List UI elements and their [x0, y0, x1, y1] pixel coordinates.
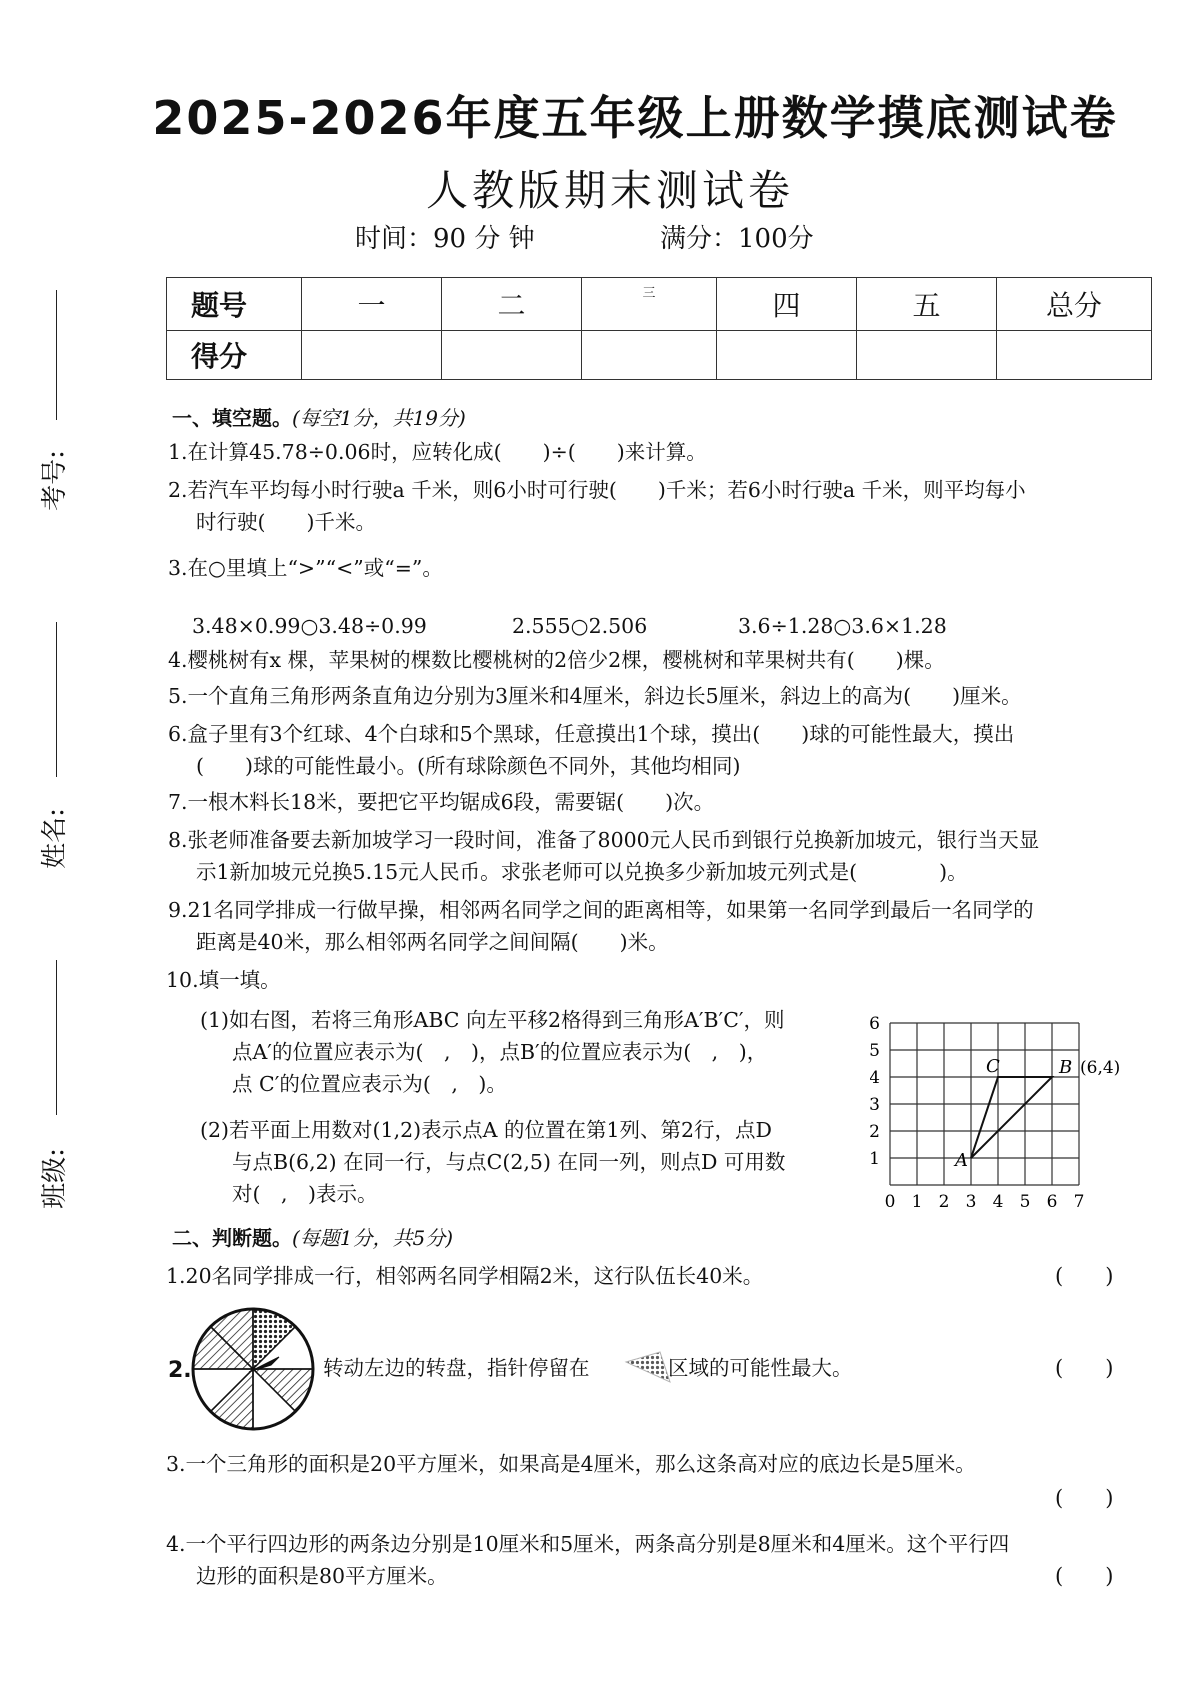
section1-note: (每空1分，共19分)	[292, 406, 466, 430]
class-line	[56, 960, 57, 1115]
score-cell[interactable]	[582, 331, 717, 380]
point-b-coordinate: (6,4)	[1080, 1058, 1121, 1078]
x-tick-label: 6	[1046, 1192, 1058, 1212]
question-2-1: 1.20名同学排成一行，相邻两名同学相隔2米，这行队伍长40米。	[166, 1264, 764, 1288]
question-1-6b: ( )球的可能性最小。(所有球除颜色不同外，其他均相同)	[196, 754, 741, 778]
x-tick-label: 7	[1073, 1192, 1085, 1212]
class-label: 班级:	[39, 1148, 70, 1209]
score-table	[166, 277, 1152, 380]
x-tick-label: 0	[884, 1192, 896, 1212]
question-2-4a: 4.一个平行四边形的两条边分别是10厘米和5厘米，两条高分别是8厘米和4厘米。这个平行四	[166, 1532, 1010, 1556]
score-cell[interactable]	[442, 331, 582, 380]
question-1-2b: 时行驶( )千米。	[196, 510, 376, 534]
question-1-10-1a: (1)如右图，若将三角形ABC 向左平移2格得到三角形A′B′C′，则	[200, 1008, 785, 1032]
question-2-2-number: 2.	[168, 1358, 192, 1383]
score-header-2: 二	[442, 278, 582, 331]
y-tick-label: 3	[870, 1095, 880, 1115]
question-1-10-2c: 对( , )表示。	[232, 1182, 378, 1206]
score-table-score-row	[167, 331, 1152, 380]
section2-heading	[172, 1222, 453, 1251]
question-1-9a: 9.21名同学排成一行做早操，相邻两名同学之间的距离相等，如果第一名同学到最后一名同学的	[168, 898, 1034, 922]
section2-note: (每题1分，共5分)	[292, 1226, 454, 1250]
score-cell[interactable]	[302, 331, 442, 380]
question-1-10-2a: (2)若平面上用数对(1,2)表示点A 的位置在第1列、第2行，点D	[200, 1118, 772, 1142]
question-1-3: 3.在○里填上“>”“<”或“=”。	[168, 556, 443, 580]
question-1-10-1c: 点 C′的位置应表示为( , )。	[232, 1072, 507, 1096]
question-2-2b: 区域的可能性最大。	[668, 1356, 853, 1380]
question-1-6a: 6.盒子里有3个红球、4个白球和5个黑球，任意摸出1个球，摸出( )球的可能性最大，摸出	[168, 722, 1015, 746]
score-table-header-row	[167, 278, 1152, 331]
section1-title: 一、填空题。	[172, 406, 292, 430]
question-1-8a: 8.张老师准备要去新加坡学习一段时间，准备了8000元人民币到银行兑换新加坡元，银行当天显	[168, 828, 1040, 852]
y-tick-label: 2	[870, 1122, 880, 1142]
question-1-3-item-1: 3.48×0.99○3.48÷0.99	[192, 614, 427, 638]
spinner	[188, 1304, 318, 1434]
full-score: 满分：100分	[660, 224, 814, 254]
answer-paren[interactable]: ( )	[1055, 1356, 1114, 1380]
coordinate-grid-figure	[870, 1015, 1130, 1219]
answer-paren[interactable]: ( )	[1055, 1564, 1114, 1588]
section2-title: 二、判断题。	[172, 1226, 292, 1250]
question-1-7: 7.一根木料长18米，要把它平均锯成6段，需要锯( )次。	[168, 790, 715, 814]
score-header-label: 题号	[167, 278, 302, 331]
x-tick-label: 5	[1019, 1192, 1031, 1212]
coordinate-grid	[870, 1015, 1130, 1215]
score-cell[interactable]	[717, 331, 857, 380]
question-1-3-item-3: 3.6÷1.28○3.6×1.28	[738, 614, 947, 638]
spinner-region-icon	[620, 1350, 672, 1392]
question-1-5: 5.一个直角三角形两条直角边分别为3厘米和4厘米，斜边长5厘米，斜边上的高为( )厘米。	[168, 684, 1022, 708]
question-1-9b: 距离是40米，那么相邻两名同学之间间隔( )米。	[196, 930, 669, 954]
spinner-figure	[188, 1304, 318, 1438]
score-cell[interactable]	[997, 331, 1152, 380]
exam-no-label: 考号:	[39, 450, 70, 511]
y-tick-label: 6	[870, 1015, 880, 1034]
score-row-label: 得分	[167, 331, 302, 380]
y-tick-label: 4	[870, 1068, 880, 1088]
score-header-4: 四	[717, 278, 857, 331]
page-title: 2025-2026年度五年级上册数学摸底测试卷	[152, 91, 1118, 145]
score-cell[interactable]	[857, 331, 997, 380]
question-2-4b: 边形的面积是80平方厘米。	[196, 1564, 448, 1588]
question-1-8b: 示1新加坡元兑换5.15元人民币。求张老师可以兑换多少新加坡元列式是( )。	[196, 860, 968, 884]
name-label: 姓名:	[39, 808, 70, 869]
answer-paren[interactable]: ( )	[1055, 1264, 1114, 1288]
section1-heading	[172, 402, 466, 431]
question-1-10: 10.填一填。	[166, 968, 281, 992]
name-line	[56, 622, 57, 777]
x-tick-label: 1	[911, 1192, 923, 1212]
triangle-abc	[971, 1077, 1052, 1158]
question-1-10-1b: 点A′的位置应表示为( , )，点B′的位置应表示为( , )，	[232, 1040, 768, 1064]
question-2-2a: 转动左边的转盘，指针停留在	[323, 1356, 590, 1380]
exam-time: 时间：90 分 钟	[355, 224, 535, 254]
page-subtitle: 人教版期末测试卷	[425, 166, 794, 215]
x-tick-label: 4	[992, 1192, 1004, 1212]
point-a-label: A	[955, 1150, 968, 1171]
point-b-label: B	[1059, 1057, 1073, 1078]
y-tick-label: 5	[870, 1041, 880, 1061]
question-2-3: 3.一个三角形的面积是20平方厘米，如果高是4厘米，那么这条高对应的底边长是5厘米。	[166, 1452, 976, 1476]
score-header-3: 三	[582, 278, 717, 331]
question-1-2a: 2.若汽车平均每小时行驶a 千米，则6小时可行驶( )千米；若6小时行驶a 千米，则平均每小	[168, 478, 1026, 502]
score-header-5: 五	[857, 278, 997, 331]
score-header-1: 一	[302, 278, 442, 331]
point-c-label: C	[986, 1056, 1000, 1077]
question-1-4: 4.樱桃树有x 棵，苹果树的棵数比樱桃树的2倍少2棵，樱桃树和苹果树共有( )棵。	[168, 648, 945, 672]
question-1-1: 1.在计算45.78÷0.06时，应转化成( )÷( )来计算。	[168, 440, 707, 464]
x-tick-label: 2	[938, 1192, 950, 1212]
answer-paren[interactable]: ( )	[1055, 1486, 1114, 1510]
y-tick-label: 1	[870, 1149, 880, 1169]
exam-no-line	[56, 290, 57, 420]
question-1-10-2b: 与点B(6,2) 在同一行，与点C(2,5) 在同一列，则点D 可用数	[232, 1150, 786, 1174]
score-header-total: 总分	[997, 278, 1152, 331]
question-1-3-item-2: 2.555○2.506	[512, 614, 648, 638]
x-tick-label: 3	[965, 1192, 977, 1212]
